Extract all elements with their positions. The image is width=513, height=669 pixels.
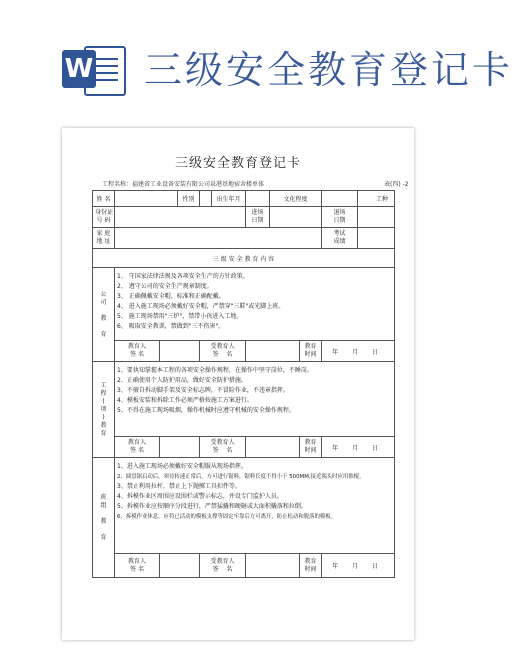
company-sign-row: [93, 341, 395, 362]
team-sign-row: [93, 554, 395, 578]
company-education-label: 公 司 教 育: [93, 268, 115, 362]
project-education-row: [93, 362, 395, 437]
project-education-items: [115, 362, 395, 437]
list-item: 3、 正确佩戴安全帽，标准和正确配戴。: [117, 293, 225, 300]
document-title: 三级安全教育登记卡: [174, 156, 301, 171]
header-banner: [0, 0, 513, 118]
educator-sign-value[interactable]: [160, 341, 200, 362]
birth-label: 出生年月: [212, 191, 246, 207]
education-time-label: 教育 时间: [300, 437, 322, 458]
section-heading: 三 级 安 全 教 育 内 容: [93, 249, 395, 268]
entry-date-label: 进场 日期: [246, 207, 270, 228]
list-item: 1、要执知掌握本工程的各项安全操作规程，在操作中坚守岗位，不睡岗。: [117, 367, 313, 374]
exit-date-label: 退场 日期: [322, 207, 358, 228]
gender-label: 性别: [178, 191, 200, 207]
exam-score-value[interactable]: [358, 228, 395, 249]
list-item: 5、不得在施工现场吸烟，操作机械时应遵守机械的安全操作规程。: [117, 407, 295, 414]
list-item: 5、 施工现场禁用"三炉"，禁带小孩进入工地。: [117, 313, 243, 320]
project-sign-row: [93, 437, 395, 458]
form-number: 表(四) -2: [384, 181, 409, 188]
home-address-label: 家 庭 地 址: [93, 228, 115, 249]
educatee-sign-value[interactable]: [246, 437, 300, 458]
company-education-items: [115, 268, 395, 341]
id-number-label: 身份证 号 码: [93, 207, 115, 228]
info-row-3: [93, 228, 395, 249]
education-date[interactable]: 年 月 日: [322, 341, 395, 362]
list-item: 6、 吸取安全教训，禁做到"三不伤害"。: [117, 323, 225, 330]
list-item: 5、拆模作业应按顺序分段进行，严禁猛撬和硬砸或大面积撬落和拉倒。: [117, 503, 307, 510]
list-item: 1、进入施工现场必须戴好安全帽服从现场指挥。: [117, 463, 247, 470]
list-item: 4、拆模作业区周围应设围栏或警示标志，并设专门监护人员。: [117, 493, 283, 500]
education-date[interactable]: 年 月 日: [322, 437, 395, 458]
list-item: 2、正确使用个人防护用品，做好安全防护措施。: [117, 377, 247, 384]
list-item: 4、模板安装和拆除工作必须严格按施工方案进行。: [117, 397, 253, 404]
list-item: 1、 守国家法律法规及各项安全生产的方针政策。: [117, 273, 249, 280]
word-letter-badge: W: [62, 50, 96, 88]
educatee-sign-label: 受教育人 签 名: [200, 341, 246, 362]
document-page: [62, 128, 414, 640]
project-education-label: 工 程 ( 项 ) 教 育: [93, 362, 115, 458]
info-row-2: [93, 207, 395, 228]
educatee-sign-label: 受教育人 签 名: [200, 437, 246, 458]
educatee-sign-value[interactable]: [246, 554, 300, 578]
section-heading-row: [93, 249, 395, 268]
id-number-value[interactable]: [115, 207, 246, 228]
exam-score-label: 考试 成绩: [322, 228, 358, 249]
list-item: 3、不擅自拆动脚手架及安全标志牌，不冒险作业，不违章指挥。: [117, 387, 289, 394]
list-item: 6、拆模作业休息，应将已活动的模板支撑等固定牢靠后方可离开，防止松动和脱落的模板。: [117, 514, 337, 520]
list-item: 2、 遵守公司的安全生产规章制度。: [117, 283, 213, 290]
educator-sign-label: 教育人 签 名: [115, 341, 160, 362]
registration-table: [92, 190, 395, 578]
name-label: 姓 名: [93, 191, 115, 207]
trade-label: 工种: [358, 191, 395, 207]
education-date[interactable]: 年 月 日: [322, 554, 395, 578]
education-value[interactable]: [322, 191, 358, 207]
educator-sign-value[interactable]: [160, 554, 200, 578]
list-item: 4、 进入施工现场必须戴好安全帽，严禁穿"三鞋"或光脚上班。: [117, 303, 285, 310]
exit-date-value[interactable]: [358, 207, 395, 228]
education-time-label: 教育 时间: [300, 341, 322, 362]
education-time-label: 教育 时间: [300, 554, 322, 578]
team-education-label: 班 组 教 育: [93, 458, 115, 578]
education-label: 文化程度: [270, 191, 322, 207]
word-document-icon: [62, 44, 124, 96]
educatee-sign-value[interactable]: [246, 341, 300, 362]
company-education-row: [93, 268, 395, 341]
banner-title: 三级安全教育登记卡: [144, 48, 513, 92]
info-row-1: [93, 191, 395, 207]
educator-sign-value[interactable]: [160, 437, 200, 458]
list-item: 3、禁止利用拉杆，禁止上下抛掷工具扣件等。: [117, 483, 241, 490]
list-item: 2、圆盘锯启动后，须待转速正常后，方可进行锯料，锯料长度不得小于 500MM,接近端头时应用推棍。: [117, 474, 365, 480]
birth-value[interactable]: [246, 191, 270, 207]
educator-sign-label: 教育人 签 名: [115, 554, 160, 578]
name-value[interactable]: [115, 191, 178, 207]
entry-date-value[interactable]: [270, 207, 322, 228]
team-education-items: [115, 458, 395, 554]
home-address-value[interactable]: [115, 228, 322, 249]
educator-sign-label: 教育人 签 名: [115, 437, 160, 458]
educatee-sign-label: 受教育人 签 名: [200, 554, 246, 578]
gender-value[interactable]: [200, 191, 212, 207]
project-name: 工程名称：福建省工业设备安装有限公司泉港基地宿舍楼单体: [102, 181, 265, 188]
team-education-row: [93, 458, 395, 554]
